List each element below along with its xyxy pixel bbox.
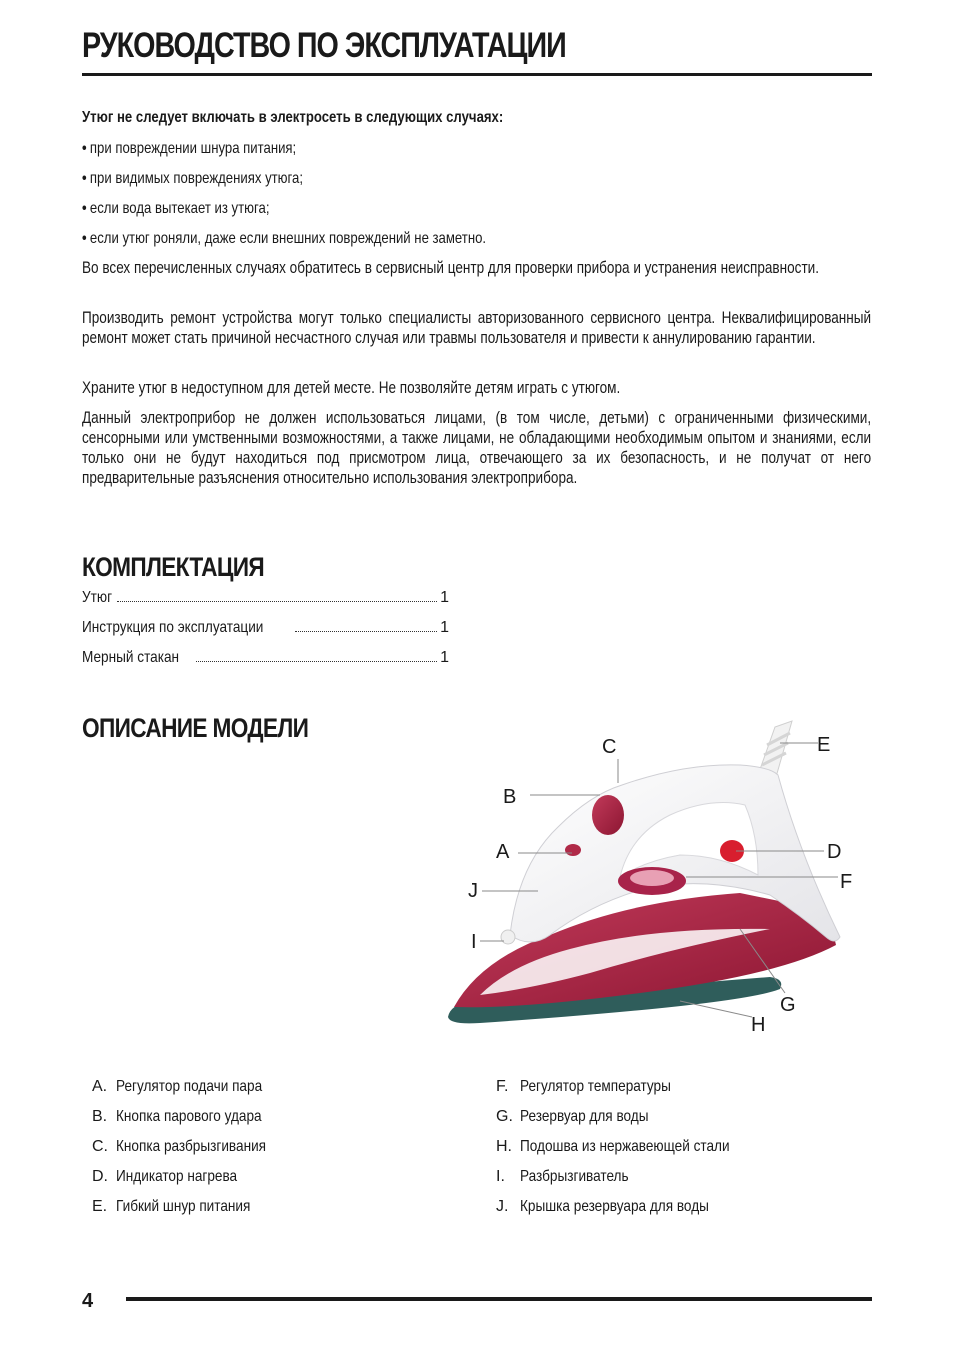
list-item: • при видимых повреждениях утюга; xyxy=(82,170,304,187)
dot-leader xyxy=(117,601,437,602)
figure-label-h: H xyxy=(751,1014,766,1036)
figure-label-j: J xyxy=(468,880,478,902)
figure-label-f: F xyxy=(840,871,853,893)
kit-item-name: Мерный стакан xyxy=(82,649,180,666)
dot-leader xyxy=(295,631,437,632)
kit-row xyxy=(82,649,449,679)
list-item: • при повреждении шнура питания; xyxy=(82,140,297,157)
kit-item-name: Утюг xyxy=(82,589,113,606)
figure-label-g: G xyxy=(780,994,796,1016)
kit-item-name: Инструкция по эксплуатации xyxy=(82,619,264,636)
list-item: D. Индикатор нагрева xyxy=(92,1168,238,1185)
steam-shot-button xyxy=(592,795,624,835)
paragraph-restrictions: Данный электроприбор не должен использоваться лицами, (в том числе, детьми) с ограниченными физическими, сенсорными или умственными возможностями, а также лицами, не обладающими необходимым опытом и знаниями, если только они не будут находиться под присмотром лица, отвечающего за их безопасность, и не получат от него предварительные разъяснения относительно использования электроприбора. xyxy=(82,409,872,487)
iron-figure xyxy=(440,705,870,1045)
list-item: I. Разбрызгиватель xyxy=(496,1168,629,1185)
parts-list-right xyxy=(496,1078,767,1228)
parts-list-left xyxy=(92,1078,293,1228)
spray-control xyxy=(565,844,581,856)
warning-list xyxy=(82,139,871,259)
list-item: E. Гибкий шнур питания xyxy=(92,1198,251,1215)
paragraph-service: Во всех перечисленных случаях обратитесь в сервисный центр для проверки прибора и устранения неисправности. xyxy=(82,259,820,277)
kit-item-qty: 1 xyxy=(440,619,449,636)
list-item: J. Крышка резервуара для воды xyxy=(496,1198,709,1215)
spray-nozzle xyxy=(501,930,515,944)
dot-leader xyxy=(196,661,437,662)
kit-row xyxy=(82,619,449,649)
kit-list xyxy=(82,589,449,679)
kit-row xyxy=(82,589,449,619)
title-rule xyxy=(82,73,872,76)
kit-item-qty: 1 xyxy=(440,649,449,666)
figure-label-i: I xyxy=(471,931,477,953)
bullet-icon: • xyxy=(82,200,87,217)
kit-item-qty: 1 xyxy=(440,589,449,606)
page-title: РУКОВОДСТВО ПО ЭКСПЛУАТАЦИИ xyxy=(82,26,566,65)
list-item: H. Подошва из нержавеющей стали xyxy=(496,1138,730,1155)
list-item: A. Регулятор подачи пара xyxy=(92,1078,263,1095)
paragraph-repair: Производить ремонт устройства могут только специалисты авторизованного сервисного центра. Неквалифицированный ремонт может стать причиной несчастного случая или травмы пользователя и привести к аннулированию гарантии. xyxy=(82,309,872,347)
bullet-icon: • xyxy=(82,230,87,247)
list-item: B. Кнопка парового удара xyxy=(92,1108,262,1125)
list-item: • если утюг роняли, даже если внешних повреждений не заметно. xyxy=(82,230,487,247)
kit-heading: КОМПЛЕКТАЦИЯ xyxy=(82,552,265,582)
list-item: C. Кнопка разбрызгивания xyxy=(92,1138,267,1155)
bullet-icon: • xyxy=(82,170,87,187)
list-item: • если вода вытекает из утюга; xyxy=(82,200,270,217)
model-heading: ОПИСАНИЕ МОДЕЛИ xyxy=(82,713,309,743)
iron-illustration xyxy=(440,705,870,1045)
figure-label-b: B xyxy=(503,786,517,808)
list-item: F. Регулятор температуры xyxy=(496,1078,671,1095)
list-item: G. Резервуар для воды xyxy=(496,1108,649,1125)
figure-label-a: A xyxy=(496,841,510,863)
page-number: 4 xyxy=(82,1290,94,1312)
warning-heading: Утюг не следует включать в электросеть в следующих случаях: xyxy=(82,109,504,126)
footer-rule xyxy=(126,1297,872,1301)
bullet-icon: • xyxy=(82,140,87,157)
figure-label-e: E xyxy=(817,734,831,756)
figure-label-c: C xyxy=(602,736,617,758)
figure-label-d: D xyxy=(827,841,842,863)
paragraph-children: Храните утюг в недоступном для детей месте. Не позволяйте детям играть с утюгом. xyxy=(82,379,621,397)
